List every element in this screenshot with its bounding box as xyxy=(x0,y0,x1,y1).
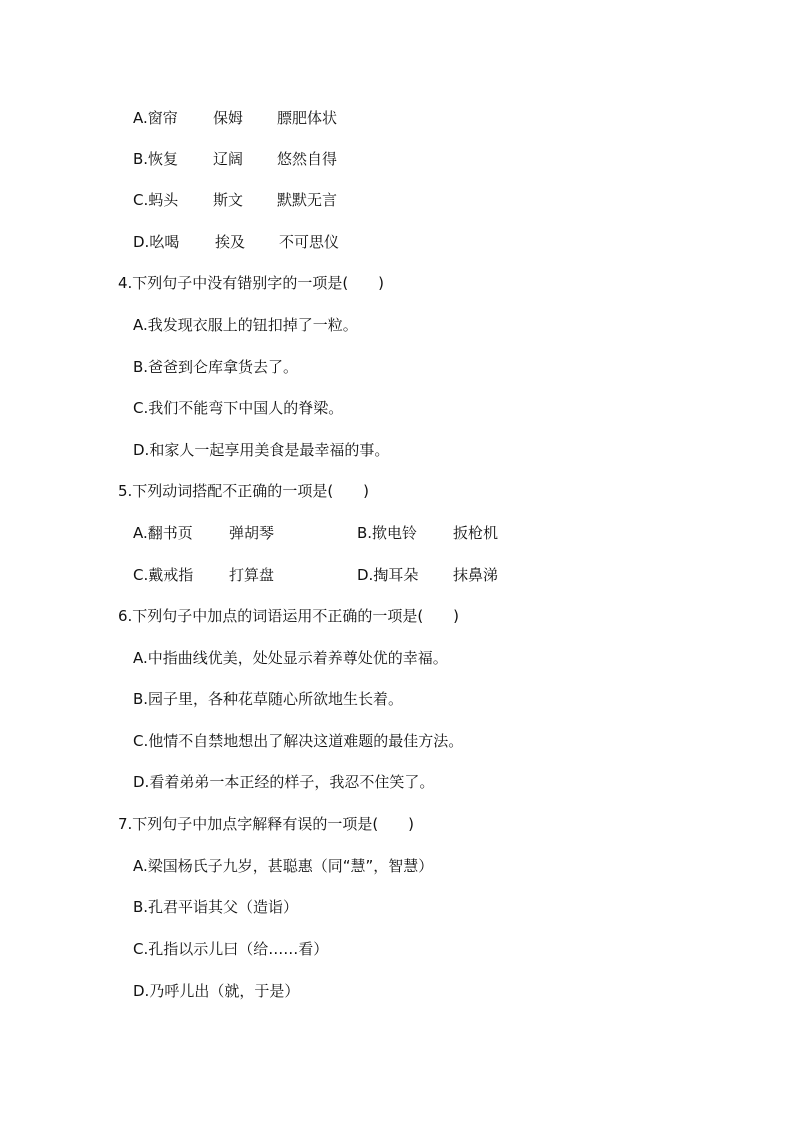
question-7-stem: 7.下列句子中加点字解释有误的一项是( ) xyxy=(118,815,415,833)
question-5-stem: 5.下列动词搭配不正确的一项是( ) xyxy=(118,482,370,500)
q6-option-d: D.看着弟弟一本正经的样子，我忍不住笑了。 xyxy=(133,773,435,791)
q7-option-a: A.梁国杨氏子九岁，甚聪惠（同“慧”，智慧） xyxy=(133,857,434,875)
q5-option-b-word1: B.揿电铃 xyxy=(357,524,418,542)
q4-option-c: C.我们不能弯下中国人的脊梁。 xyxy=(133,399,344,417)
q3-option-d-word2: 挨及 xyxy=(215,233,246,251)
q5-option-a-word2: 弹胡琴 xyxy=(229,524,275,542)
q7-option-c: C.孔指以示儿曰（给……看） xyxy=(133,940,329,958)
q5-option-d-word1: D.掏耳朵 xyxy=(357,566,419,584)
q5-option-c-word1: C.戴戒指 xyxy=(133,566,194,584)
q7-option-d: D.乃呼儿出（就，于是） xyxy=(133,982,300,1000)
q3-option-c-word2: 斯文 xyxy=(213,191,244,209)
q3-option-d-word3: 不可思仪 xyxy=(279,233,340,251)
q3-option-c-word3: 默默无言 xyxy=(277,191,338,209)
question-4-stem: 4.下列句子中没有错别字的一项是( ) xyxy=(118,274,385,292)
q5-option-b-word2: 扳枪机 xyxy=(453,524,499,542)
q5-option-d-word2: 抹鼻涕 xyxy=(453,566,499,584)
q5-option-a-word1: A.翻书页 xyxy=(133,524,193,542)
q4-option-a: A.我发现衣服上的钮扣掉了一粒。 xyxy=(133,316,358,334)
q4-option-b: B.爸爸到仑库拿货去了。 xyxy=(133,358,299,376)
q3-option-b-word3: 悠然自得 xyxy=(277,150,338,168)
q3-option-d-word1: D.吆喝 xyxy=(133,233,180,251)
question-6-stem: 6.下列句子中加点的词语运用不正确的一项是( ) xyxy=(118,607,460,625)
q3-option-c-word1: C.蚂头 xyxy=(133,191,179,209)
q4-option-d: D.和家人一起享用美食是最幸福的事。 xyxy=(133,441,390,459)
q3-option-a-word1: A.窗帘 xyxy=(133,109,178,127)
q3-option-b-word1: B.恢复 xyxy=(133,150,179,168)
q3-option-b-word2: 辽阔 xyxy=(213,150,244,168)
q5-option-c-word2: 打算盘 xyxy=(229,566,275,584)
q6-option-c: C.他情不自禁地想出了解决这道难题的最佳方法。 xyxy=(133,732,464,750)
q6-option-b: B.园子里，各种花草随心所欲地生长着。 xyxy=(133,690,404,708)
q3-option-a-word2: 保姆 xyxy=(213,109,244,127)
q7-option-b: B.孔君平诣其父（造诣） xyxy=(133,898,299,916)
q6-option-a: A.中指曲线优美，处处显示着养尊处优的幸福。 xyxy=(133,649,448,667)
q3-option-a-word3: 膘肥体状 xyxy=(277,109,338,127)
